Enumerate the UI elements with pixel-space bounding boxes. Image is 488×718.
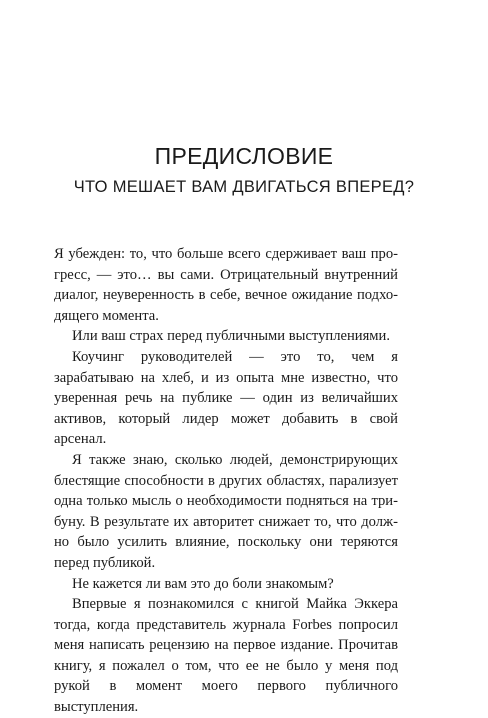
chapter-subtitle: ЧТО МЕШАЕТ ВАМ ДВИГАТЬСЯ ВПЕРЕД? bbox=[73, 178, 415, 196]
body-text bbox=[54, 244, 398, 718]
paragraph: Я убежден: то, что больше всего сдерживает ваш прогресс, — это… вы сами. Отрицательный внутренний диалог, неуверенность в себе, вечное ожидание подходящего момента. bbox=[54, 246, 398, 324]
chapter-title: ПРЕДИСЛОВИЕ bbox=[154, 143, 334, 169]
paragraph: Впервые я познакомился с книгой Майка Эккера тогда, когда представитель журнала Forbes попросил меня написать рецензию на первое издание. Прочитав книгу, я пожалел о том, что ее не было у меня под рукой в момент моего первого публичного выступления. bbox=[54, 596, 398, 716]
paragraph: Не кажется ли вам это до боли знакомым? bbox=[72, 575, 334, 592]
paragraph: Я также знаю, сколько людей, демонстрирующих блестящие способности в других областях, парализует одна только мысль о необходимости подняться на трибуну. В результате их авторитет снижает то, что должно было усилить влияние, поскольку они теряются перед публикой. bbox=[54, 451, 398, 571]
paragraph: Или ваш страх перед публичными выступлениями. bbox=[72, 328, 391, 345]
paragraph: Коучинг руководителей — это то, чем я зарабатываю на хлеб, и из опыта мне известно, что уверенная речь на публике — один из величайших активов, который лидер может добавить в свой арсенал. bbox=[54, 348, 398, 448]
